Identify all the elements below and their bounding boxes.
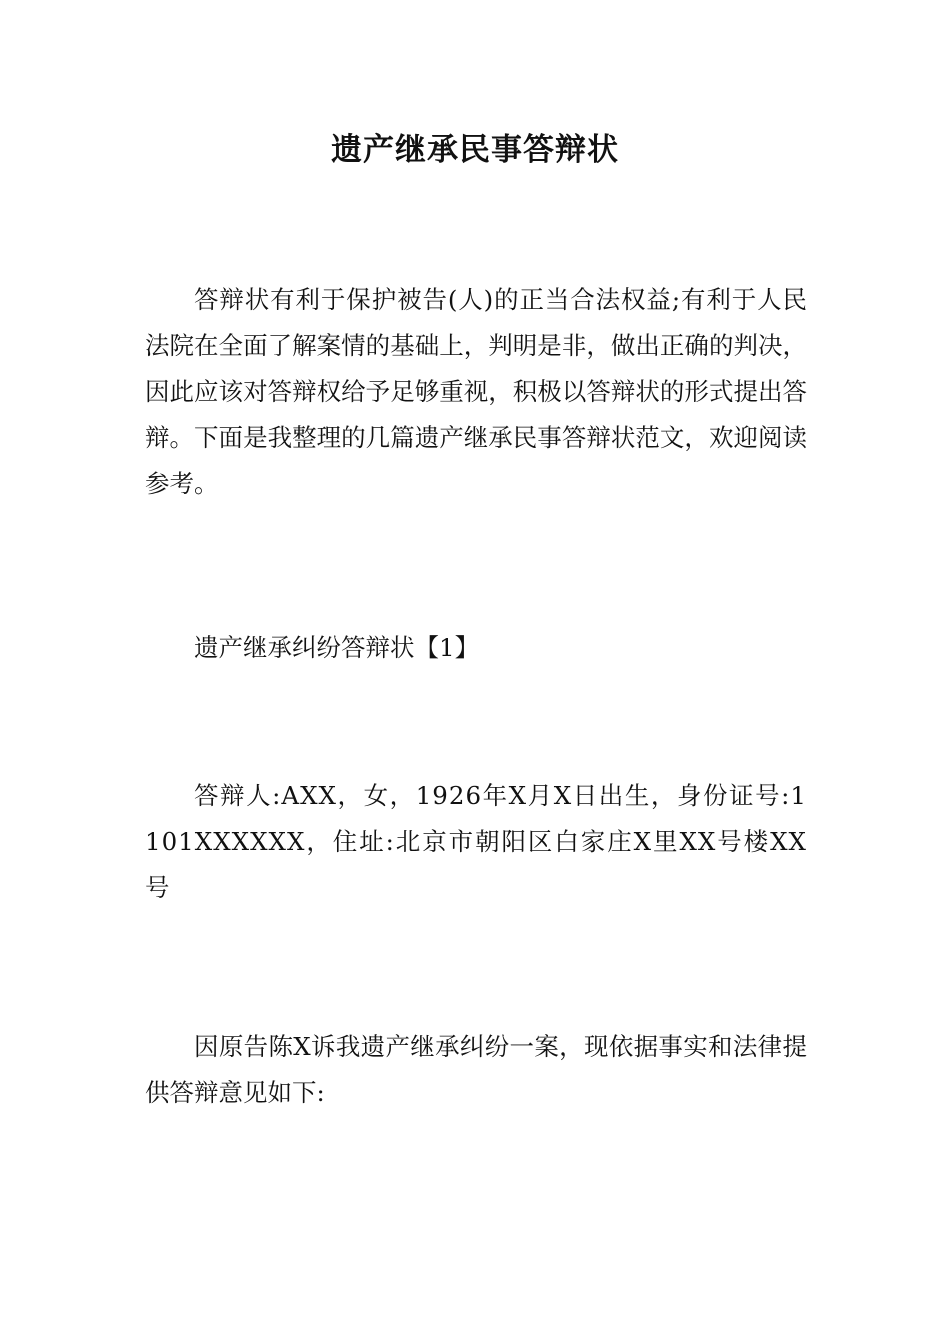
intro-paragraph: 答辩状有利于保护被告(人)的正当合法权益;有利于人民法院在全面了解案情的基础上，判明是非，做出正确的判决，因此应该对答辩权给予足够重视，积极以答辩状的形式提出答辩。下面是我整理的几篇遗产继承民事答辩状范文，欢迎阅读参考。 [145,285,807,498]
statement-paragraph: 因原告陈X诉我遗产继承纠纷一案，现依据事实和法律提供答辩意见如下: [145,1032,807,1107]
respondent-info-paragraph: 答辩人:AXX，女，1926年X月X日出生，身份证号:1101XXXXXX，住址:北京市朝阳区白家庄X里XX号楼XX号 [145,781,807,902]
section-heading: 遗产继承纠纷答辩状【1】 [194,633,480,662]
document-title: 遗产继承民事答辩状 [331,132,619,168]
